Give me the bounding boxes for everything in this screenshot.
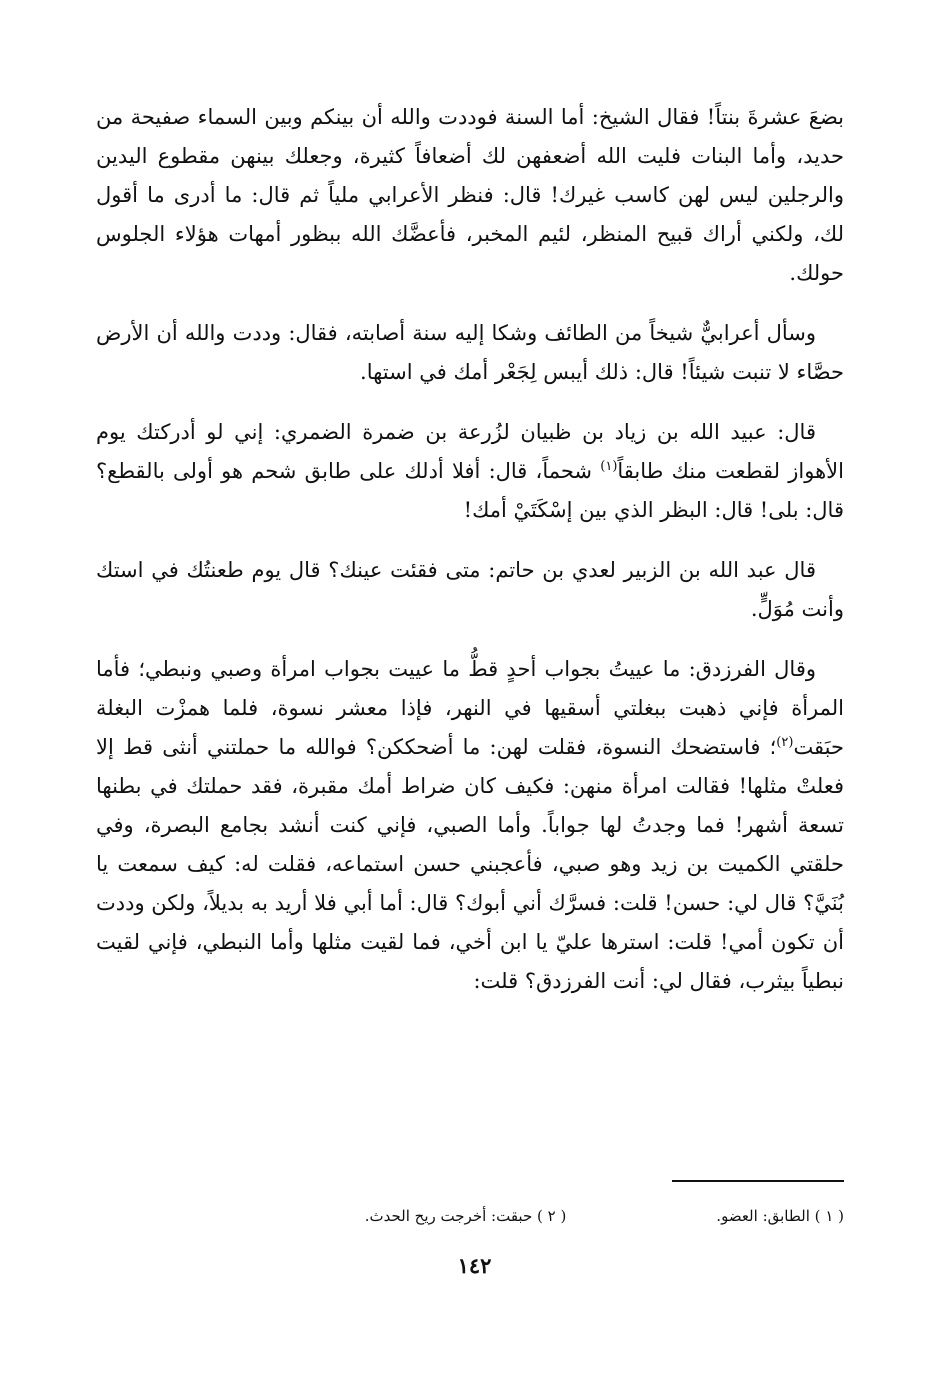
paragraph-4: قال عبد الله بن الزبير لعدي بن حاتم: متى فقئت عينك؟ قال يوم طعنتُك في استك وأنت مُوَلٍّ. (96, 558, 844, 621)
footnote-1: ( ١ ) الطابق: العضو. (716, 1207, 844, 1225)
footnotes (96, 1204, 844, 1228)
footnote-divider (672, 1180, 844, 1182)
footnote-2: ( ٢ ) حبقت: أخرجت ريح الحدث. (364, 1207, 567, 1225)
paragraph-3 (96, 413, 844, 530)
paragraph-5-text-b: ؛ فاستضحك النسوة، فقلت لهن: ما أضحككن؟ فوالله ما حملتني أنثى قط إلا فعلتْ مثلها! فقالت امرأة منهن: فكيف كان ضراط أمك مقبرة، فقد حملتك في بطنها تسعة أشهر! فما وجدتُ لها جواباً. وأما الصبي، فإني كنت أنشد بجامع البصرة، وفي حلقتي الكميت بن زيد وهو صبي، فأعجبني حسن استماعه، فقلت له: كيف سمعت يا بُنَيَّ؟ قال لي: حسن! قلت: فسرَّك أني أبوك؟ قال: أما أبي فلا أريد به بديلاً، ولكن وددت أن تكون أمي! قلت: استرها عليّ يا ابن أخي، فما لقيت مثلها وأما النبطي، فإني لقيت نبطياً بيثرب، فقال لي: أنت الفرزدق؟ قلت: (96, 735, 844, 993)
paragraph-2: وسأل أعرابيٌّ شيخاً من الطائف وشكا إليه سنة أصابته، فقال: وددت والله أن الأرض حصَّاء لا تنبت شيئاً! قال: ذلك أيبس لِجَعْر أمك في استها. (96, 321, 844, 384)
footnote-ref-2: (٢) (776, 735, 794, 750)
page-number: ١٤٢ (457, 1253, 492, 1278)
paragraph-3-text-a: قال: عبيد الله بن زياد بن ظبيان لزُرعة بن ضمرة الضمري: إني لو أدركتك يوم الأهواز لقطعت منك طابقاً (96, 420, 844, 483)
footnote-ref-1: (١) (600, 459, 618, 474)
body-text (96, 98, 844, 1022)
paragraph-5-text-a: وقال الفرزدق: ما عييتُ بجواب أحدٍ قطُّ ما عييت بجواب امرأة وصبي ونبطي؛ فأما المرأة فإني ذهبت ببغلتي أسقيها في النهر، فإذا معشر نسوة، فلما همزْت البغلة حبَقت (96, 657, 844, 759)
paragraph-3-text-b: شحماً، قال: أفلا أدلك على طابق شحم هو أولى بالقطع؟ قال: بلى! قال: البظر الذي بين إسْكَتَيْ أمك! (96, 459, 844, 522)
paragraph-1: بضعَ عشرةَ بنتاً! فقال الشيخ: أما السنة فوددت والله أن بينكم وبين السماء صفيحة من حديد، وأما البنات فليت الله أضعفهن لك أضعافاً كثيرة، وجعلك بينهن مقطوع اليدين والرجلين ليس لهن كاسب غيرك! قال: فنظر الأعرابي ملياً ثم قال: ما أدرى ما أقول لك، ولكني أراك قبيح المنظر، لئيم المخبر، فأعضَّك الله ببظور أمهات هؤلاء الجلوس حولك. (96, 105, 844, 285)
paragraph-5 (96, 650, 844, 1001)
